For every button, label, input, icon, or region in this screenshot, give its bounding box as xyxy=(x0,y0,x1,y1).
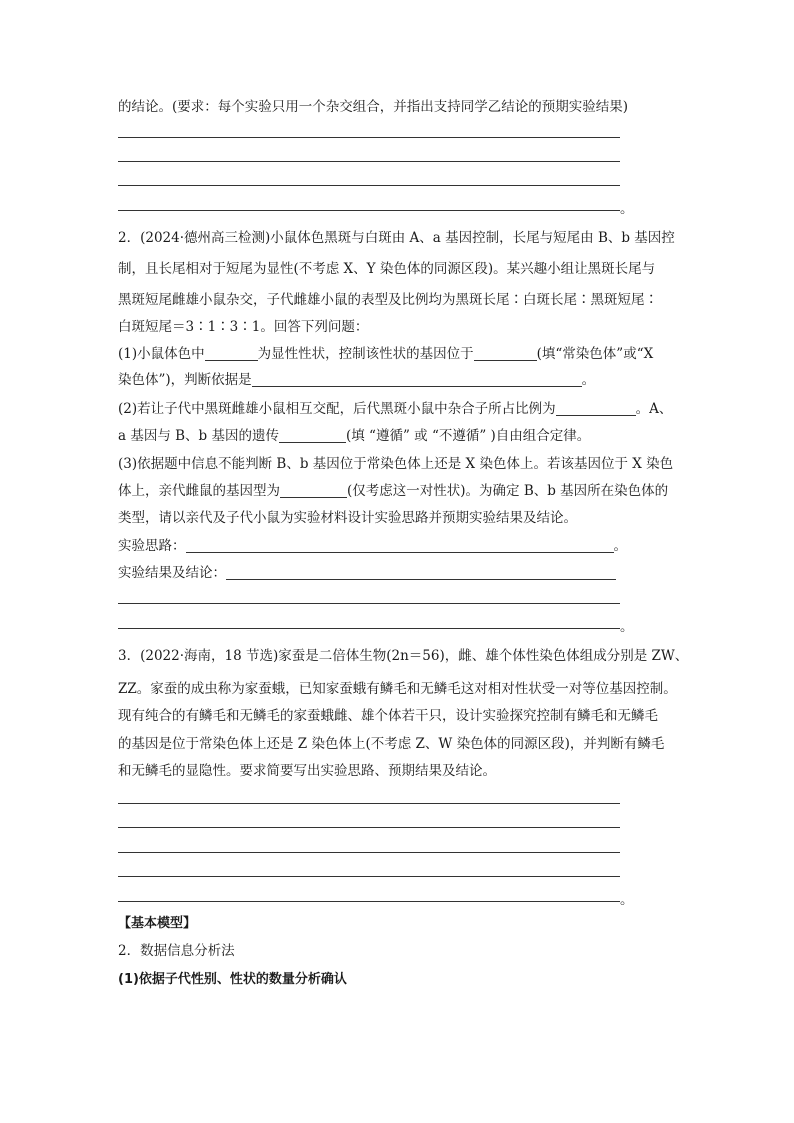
q2-part3-text-c: (仅考虑这一对性状)。为确定 B、b 基因所在染色体的 xyxy=(347,483,669,499)
q3-line-1: 3．(2022·海南，18 节选)家蚕是二倍体生物(2n＝56)，雌、雄个体性染色体组成分别是 ZW、 xyxy=(118,648,689,664)
answer-line[interactable] xyxy=(118,185,620,186)
period-mark: 。 xyxy=(613,538,627,554)
period-mark: 。 xyxy=(581,372,596,388)
q3-line-2: ZZ。家蚕的成虫称为家蚕蛾，已知家蚕蛾有鳞毛和无鳞毛这对相对性状受一对等位基因控制。 xyxy=(118,681,677,697)
q2-part2-line2 xyxy=(118,427,590,445)
q2-idea-row xyxy=(118,537,627,555)
blank-judgment-basis[interactable] xyxy=(252,372,582,387)
q2-part2-line1 xyxy=(118,400,672,418)
q2-part1-text-c: (填“常染色体”或“X xyxy=(536,346,654,362)
answer-line[interactable] xyxy=(118,210,620,211)
q2-part2-text-c: a 基因与 B、b 基因的遗传 xyxy=(118,428,279,444)
experiment-result-label: 实验结果及结论： xyxy=(118,565,226,581)
q2-part1-text-a: (1)小鼠体色中 xyxy=(118,346,205,362)
q2-part1-text-d: 染色体”)，判断依据是 xyxy=(118,372,252,388)
q3-line-4: 的基因是位于常染色体上还是 Z 染色体上(不考虑 Z、W 染色体的同源区段)，并判断有鳞毛 xyxy=(118,736,665,752)
q2-part1-line1 xyxy=(118,345,653,363)
answer-line[interactable] xyxy=(118,901,620,902)
answer-line[interactable] xyxy=(118,852,620,853)
q2-part1-line2 xyxy=(118,371,595,389)
q2-part2-text-b: 。A、 xyxy=(635,401,673,417)
period-mark: 。 xyxy=(620,619,634,635)
q2-part3-text-b: 体上，亲代雌鼠的基因型为 xyxy=(118,483,280,499)
answer-line[interactable] xyxy=(118,803,620,804)
intro-text: 的结论。(要求：每个实验只用一个杂交组合，并指出支持同学乙结论的预期实验结果) xyxy=(118,99,629,115)
q2-part1-text-b: 为显性性状，控制该性状的基因位于 xyxy=(257,346,474,362)
q2-line-4: 白斑短尾＝3∶1∶3∶1。回答下列问题： xyxy=(118,319,369,335)
q2-part2-text-d: (填 “遵循” 或 “不遵循” )自由组合定律。 xyxy=(346,428,591,444)
blank-experiment-result[interactable] xyxy=(226,565,616,580)
answer-line[interactable] xyxy=(118,876,620,877)
q2-part3-line2 xyxy=(118,482,668,500)
q2-part3-line1: (3)依据题中信息不能判断 B、b 基因位于常染色体上还是 X 染色体上。若该基因位于 X 染色 xyxy=(118,456,674,472)
q2-part3-line3: 类型，请以亲代及子代小鼠为实验材料设计实验思路并预期实验结果及结论。 xyxy=(118,510,577,526)
blank-heterozygote-ratio[interactable] xyxy=(556,401,636,416)
blank-experiment-idea[interactable] xyxy=(186,538,614,553)
answer-line[interactable] xyxy=(118,628,620,629)
q2-result-row xyxy=(118,564,616,582)
answer-line[interactable] xyxy=(118,827,620,828)
blank-female-genotype[interactable] xyxy=(280,483,347,498)
blank-dominant-trait[interactable] xyxy=(205,346,258,361)
q2-part2-text-a: (2)若让子代中黑斑雌雄小鼠相互交配，后代黑斑小鼠中杂合子所占比例为 xyxy=(118,401,556,417)
experiment-idea-label: 实验思路： xyxy=(118,538,186,554)
blank-chromosome-location[interactable] xyxy=(474,346,537,361)
blank-follow-law[interactable] xyxy=(279,428,346,443)
period-mark: 。 xyxy=(620,201,634,217)
section-title: 2．数据信息分析法 xyxy=(118,943,235,959)
q3-line-5: 和无鳞毛的显隐性。要求简要写出实验思路、预期结果及结论。 xyxy=(118,763,496,779)
section-heading: 【基本模型】 xyxy=(118,916,197,931)
q2-line-2: 制，且长尾相对于短尾为显性(不考虑 X、Y 染色体的同源区段)。某兴趣小组让黑斑长尾与 xyxy=(118,261,656,277)
answer-line[interactable] xyxy=(118,161,620,162)
answer-line[interactable] xyxy=(118,137,620,138)
subsection-title: (1)依据子代性别、性状的数量分析确认 xyxy=(118,972,347,987)
answer-line[interactable] xyxy=(118,603,620,604)
q2-line-1: 2．(2024·德州高三检测)小鼠体色黑斑与白斑由 A、a 基因控制，长尾与短尾由 B、b 基因控 xyxy=(118,230,675,246)
q2-line-3: 黑斑短尾雌雄小鼠杂交，子代雌雄小鼠的表型及比例均为黑斑长尾∶白斑长尾∶黑斑短尾∶ xyxy=(118,292,658,308)
q3-line-3: 现有纯合的有鳞毛和无鳞毛的家蚕蛾雌、雄个体若干只，设计实验探究控制有鳞毛和无鳞毛 xyxy=(118,708,658,724)
period-mark: 。 xyxy=(620,892,634,908)
